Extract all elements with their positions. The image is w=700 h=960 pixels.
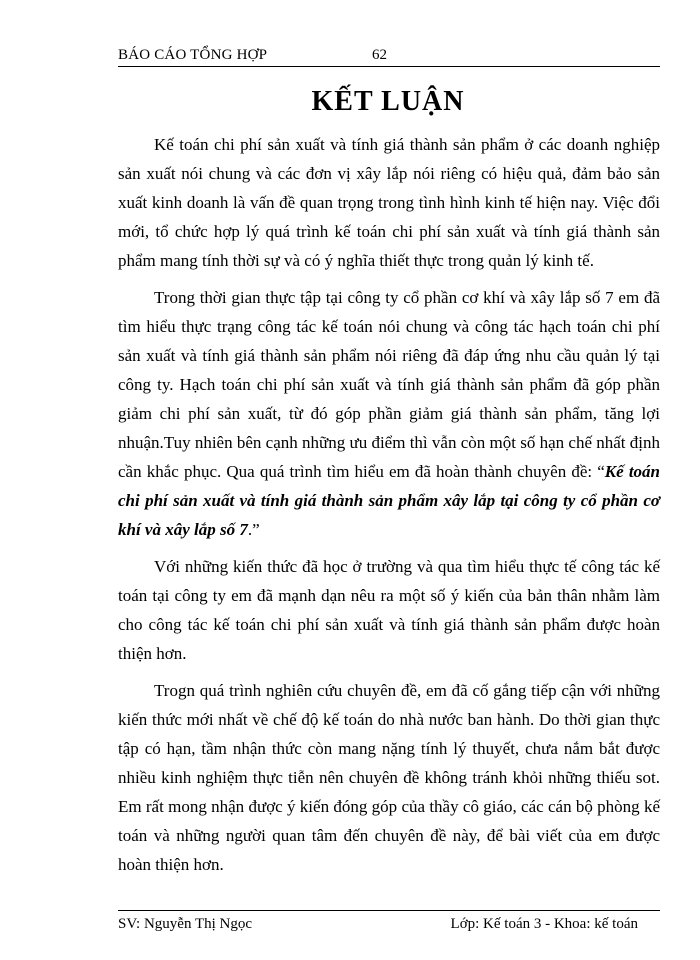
paragraph-3: Với những kiến thức đã học ở trường và qua tìm hiểu thực tế công tác kế toán tại công ty em đã mạnh dạn nêu ra một số ý kiến của bản thân nhằm làm cho công tác kế toán chi phí sản xuất và tính giá thành sản phẩm được hoàn thiện hơn.	[118, 557, 660, 663]
page-number: 62	[372, 47, 387, 63]
page-header	[118, 44, 660, 67]
footer-class: Lớp: Kế toán 3 - Khoa: kế toán	[450, 916, 638, 932]
paragraph-2	[118, 283, 660, 544]
header-title: BÁO CÁO TỔNG HỢP	[118, 47, 268, 63]
paragraph-4: Trogn quá trình nghiên cứu chuyên đề, em đã cố gắng tiếp cận với những kiến thức mới nhất về chế độ kế toán do nhà nước ban hành. Do thời gian thực tập có hạn, tầm nhận thức còn mang nặng tính lý thuyết, chưa nắm bắt được nhiều kinh nghiệm thực tiễn nên chuyên đề không tránh khỏi những thiếu sot. Em rất mong nhận được ý kiến đóng góp của thầy cô giáo, các cán bộ phòng kế toán và những người quan tâm đến chuyên đề này, để bài viết của em được hoàn thiện hơn.	[118, 681, 660, 874]
paragraph-2-text: Trong thời gian thực tập tại công ty cổ phần cơ khí và xây lắp số 7 em đã tìm hiểu thực trạng công tác kế toán nói chung và công tác hạch toán chi phí sản xuất và tính giá thành sản phẩm nói riêng đã đáp ứng nhu cầu quản lý tại công ty. Hạch toán chi phí sản xuất và tính giá thành sản phẩm đã góp phần giảm chi phí sản xuất, từ đó góp phần giảm giá thành sản phẩm, tăng lợi nhuận.Tuy nhiên bên cạnh những ưu điểm thì vẫn còn một số hạn chế nhất định cần khắc phục. Qua quá trình tìm hiểu em đã hoàn thành chuyên đề: “	[118, 288, 660, 481]
footer-student: SV: Nguyễn Thị Ngọc	[118, 916, 253, 932]
paragraph-1: Kế toán chi phí sản xuất và tính giá thành sản phẩm ở các doanh nghiệp sản xuất nói chung và các đơn vị xây lắp nói riêng có hiệu quả, đảm bảo sản xuất kinh doanh là vấn đề quan trọng trong tình hình kinh tế hiện nay. Việc đổi mới, tổ chức hợp lý quá trình kế toán chi phí sản xuất và tính giá thành sản phẩm mang tính thời sự và có ý nghĩa thiết thực trong quản lý kinh tế.	[118, 135, 660, 270]
section-heading: KẾT LUẬN	[311, 86, 465, 117]
body-text	[118, 130, 660, 887]
thesis-title: Kế toán chi phí sản xuất và tính giá thành sản phẩm xây lắp tại công ty cổ phần cơ khí và xây lắp số 7	[118, 462, 660, 539]
paragraph-2-end: .”	[247, 520, 260, 539]
page-footer	[118, 910, 660, 941]
